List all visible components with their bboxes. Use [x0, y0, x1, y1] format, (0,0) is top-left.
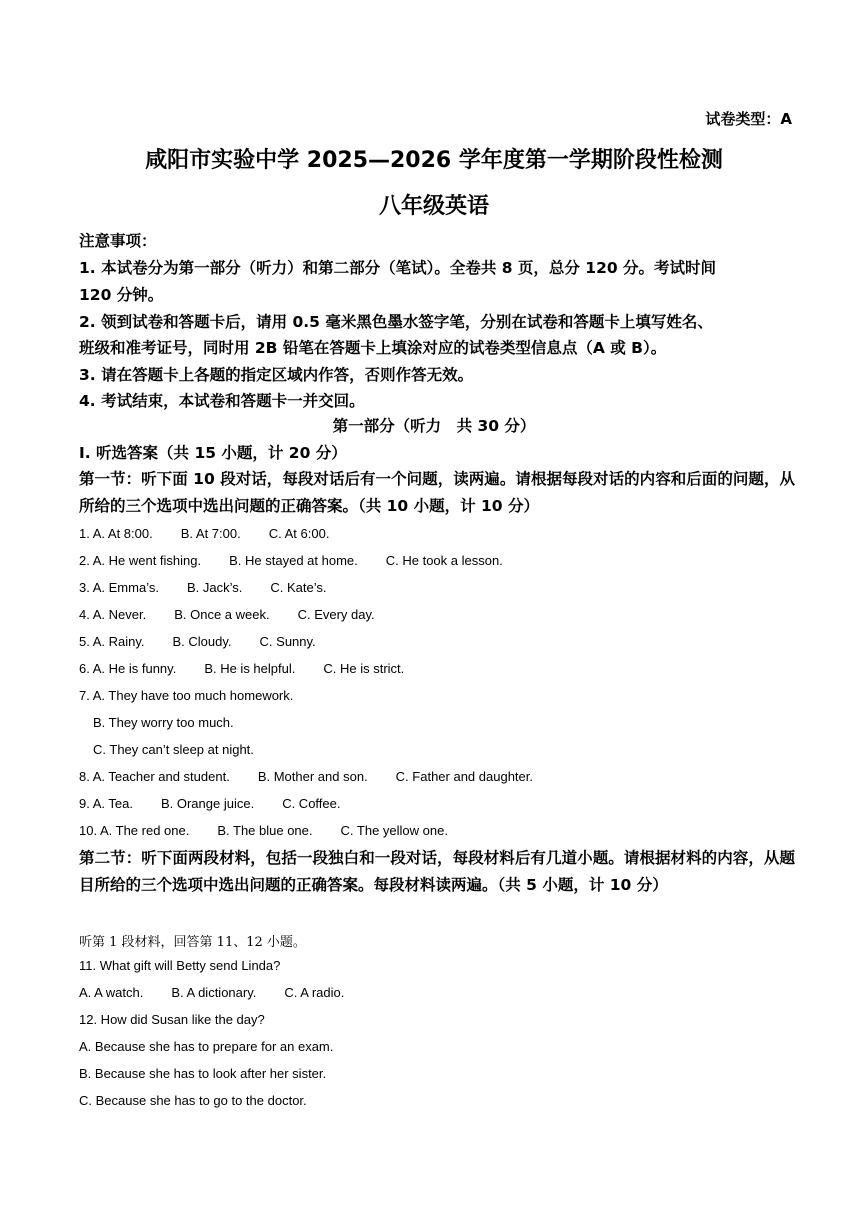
notice-item-2-line-2: 班级和准考证号，同时用 2B 铅笔在答题卡上填涂对应的试卷类型信息点（A 或 B）。: [79, 339, 667, 357]
question-2: 2. A. He went fishing. B. He stayed at home. C. He took a lesson.: [79, 553, 503, 568]
question-12-option-a: A. Because she has to prepare for an exam.: [79, 1039, 334, 1054]
notice-item-1-line-1: 1. 本试卷分为第一部分（听力）和第二部分（笔试）。全卷共 8 页，总分 120 分。考试时间: [79, 259, 717, 277]
exam-subtitle: 八年级英语: [378, 194, 489, 219]
notice-item-3: 3. 请在答题卡上各题的指定区域内作答，否则作答无效。: [79, 366, 474, 384]
section-I-heading: Ⅰ. 听选答案（共 15 小题，计 20 分）: [79, 444, 347, 462]
part1-title: 第一部分（听力 共 30 分）: [332, 417, 536, 435]
question-5: 5. A. Rainy. B. Cloudy. C. Sunny.: [79, 634, 316, 649]
paper-type: 试卷类型：A: [705, 110, 792, 128]
section2-instructions: 第二节：听下面两段材料，包括一段独白和一段对话，每段材料后有几道小题。请根据材料的内容，从题目所给的三个选项中选出问题的正确答案。每段材料读两遍。（共 5 小题，计 10 分）: [79, 849, 795, 894]
question-10: 10. A. The red one. B. The blue one. C. The yellow one.: [79, 823, 448, 838]
question-4: 4. A. Never. B. Once a week. C. Every day.: [79, 607, 375, 622]
question-11-stem: 11. What gift will Betty send Linda?: [79, 958, 281, 973]
section1-instructions: 第一节：听下面 10 段对话，每段对话后有一个问题，读两遍。请根据每段对话的内容和后面的问题，从所给的三个选项中选出问题的正确答案。（共 10 小题，计 10 分）: [79, 470, 795, 515]
question-9: 9. A. Tea. B. Orange juice. C. Coffee.: [79, 796, 341, 811]
question-11-options: A. A watch. B. A dictionary. C. A radio.: [79, 985, 345, 1000]
notice-heading: 注意事项：: [79, 232, 157, 250]
notice-item-2-line-1: 2. 领到试卷和答题卡后，请用 0.5 毫米黑色墨水签字笔，分别在试卷和答题卡上填写姓名、: [79, 313, 713, 331]
question-8: 8. A. Teacher and student. B. Mother and son. C. Father and daughter.: [79, 769, 533, 784]
question-7-option-b: B. They worry too much.: [93, 715, 234, 730]
question-3: 3. A. Emma’s. B. Jack’s. C. Kate’s.: [79, 580, 327, 595]
notice-item-4: 4. 考试结束，本试卷和答题卡一并交回。: [79, 392, 365, 410]
question-7-option-a: 7. A. They have too much homework.: [79, 688, 294, 703]
question-12-option-b: B. Because she has to look after her sister.: [79, 1066, 327, 1081]
notice-item-1-line-2: 120 分钟。: [79, 286, 164, 304]
question-7-option-c: C. They can’t sleep at night.: [93, 742, 254, 757]
question-6: 6. A. He is funny. B. He is helpful. C. He is strict.: [79, 661, 405, 676]
material-1-note: 听第 1 段材料，回答第 11、12 小题。: [79, 935, 306, 950]
question-1: 1. A. At 8:00. B. At 7:00. C. At 6:00.: [79, 526, 330, 541]
exam-title: 咸阳市实验中学 2025—2026 学年度第一学期阶段性检测: [145, 148, 723, 173]
question-12-option-c: C. Because she has to go to the doctor.: [79, 1093, 307, 1108]
question-12-stem: 12. How did Susan like the day?: [79, 1012, 265, 1027]
